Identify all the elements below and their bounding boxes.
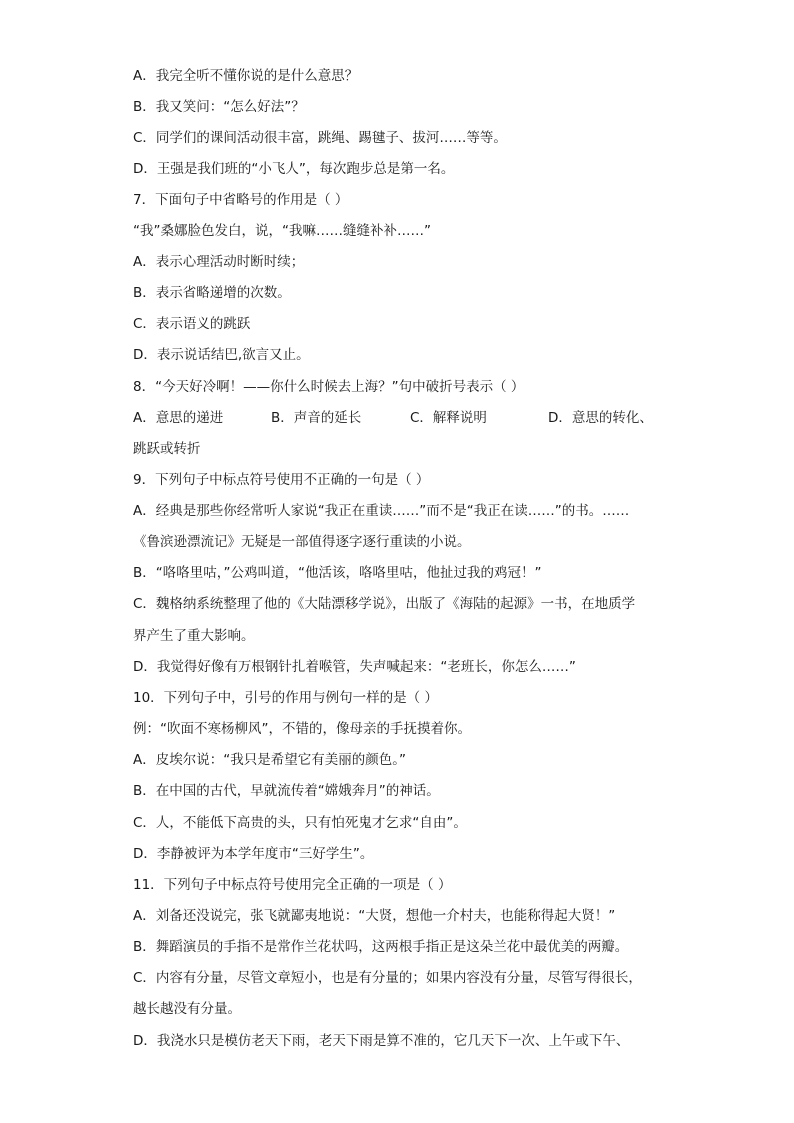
question-11: 11．下列句子中标点符号使用完全正确的一项是（ ） bbox=[133, 877, 452, 893]
option-a-line: A．我完全听不懂你说的是什么意思？ bbox=[133, 68, 359, 84]
question-8: 8．“今天好冷啊！——你什么时候去上海？”句中破折号表示（ ） bbox=[133, 379, 525, 395]
option-c-line: C．同学们的课间活动很丰富，跳绳、踢毽子、拔河……等等。 bbox=[133, 130, 507, 146]
option-b-line: B．我又笑问：“怎么好法”？ bbox=[133, 99, 305, 115]
q9-option-d: D．我觉得好像有万根钢针扎着喉管，失声喊起来：“老班长，你怎么……” bbox=[133, 659, 576, 675]
q10-option-a: A．皮埃尔说：“我只是希望它有美丽的颜色。” bbox=[133, 752, 406, 768]
q7-option-c: C．表示语义的跳跃 bbox=[133, 316, 251, 332]
q11-option-a: A．刘备还没说完，张飞就鄙夷地说：“大贤，想他一介村夫，也能称得起大贤！” bbox=[133, 908, 616, 924]
q9-option-a-continued: 《鲁滨逊漂流记》无疑是一部值得逐字逐行重读的小说。 bbox=[133, 534, 471, 550]
q9-option-c-continued: 界产生了重大影响。 bbox=[133, 628, 255, 644]
q8-option-b: B．声音的延长 bbox=[271, 410, 362, 426]
question-10: 10．下列句子中，引号的作用与例句一样的是（ ） bbox=[133, 690, 438, 706]
question-7-sentence: “我”桑娜脸色发白，说，“我嘛……缝缝补补……” bbox=[133, 223, 431, 239]
q8-option-d-continued: 跳跃或转折 bbox=[133, 441, 201, 457]
q8-option-d: D．意思的转化、 bbox=[548, 410, 653, 426]
q9-option-c: C．魏格纳系统整理了他的《大陆漂移学说》，出版了《海陆的起源》一书，在地质学 bbox=[133, 596, 636, 612]
q8-options-row bbox=[133, 408, 663, 428]
q8-option-a: A．意思的递进 bbox=[133, 410, 224, 426]
q11-option-d: D．我浇水只是模仿老天下雨，老天下雨是算不准的，它几天下一次、上午或下午、 bbox=[133, 1033, 630, 1049]
q10-option-c: C．人，不能低下高贵的头，只有怕死鬼才乞求“自由”。 bbox=[133, 815, 467, 831]
q9-option-a: A．经典是那些你经常听人家说“我正在重读……”而不是“我正在读……”的书。…… bbox=[133, 503, 630, 519]
option-d-line: D．王强是我们班的“小飞人”，每次跑步总是第一名。 bbox=[133, 161, 455, 177]
q10-option-d: D．李静被评为本学年度市“三好学生”。 bbox=[133, 846, 374, 862]
q9-option-b: B．“咯咯里咕，”公鸡叫道，“他活该，咯咯里咕，他扯过我的鸡冠！” bbox=[133, 565, 542, 581]
q11-option-c: C．内容有分量，尽管文章短小，也是有分量的；如果内容没有分量，尽管写得很长， bbox=[133, 970, 642, 986]
q8-option-c: C．解释说明 bbox=[410, 410, 487, 426]
q7-option-b: B．表示省略递增的次数。 bbox=[133, 285, 291, 301]
question-10-example: 例：“吹面不寒杨柳风”，不错的，像母亲的手抚摸着你。 bbox=[133, 721, 471, 737]
q7-option-a: A．表示心理活动时断时续； bbox=[133, 254, 305, 270]
q10-option-b: B．在中国的古代，早就流传着“嫦娥奔月”的神话。 bbox=[133, 783, 440, 799]
q11-option-b: B．舞蹈演员的手指不是常作兰花状吗，这两根手指正是这朵兰花中最优美的两瓣。 bbox=[133, 939, 629, 955]
q11-option-c-continued: 越长越没有分量。 bbox=[133, 1001, 241, 1017]
q7-option-d: D．表示说话结巴,欲言又止。 bbox=[133, 347, 310, 363]
question-7: 7．下面句子中省略号的作用是（ ） bbox=[133, 192, 349, 208]
question-9: 9．下列句子中标点符号使用不正确的一句是（ ） bbox=[133, 472, 430, 488]
